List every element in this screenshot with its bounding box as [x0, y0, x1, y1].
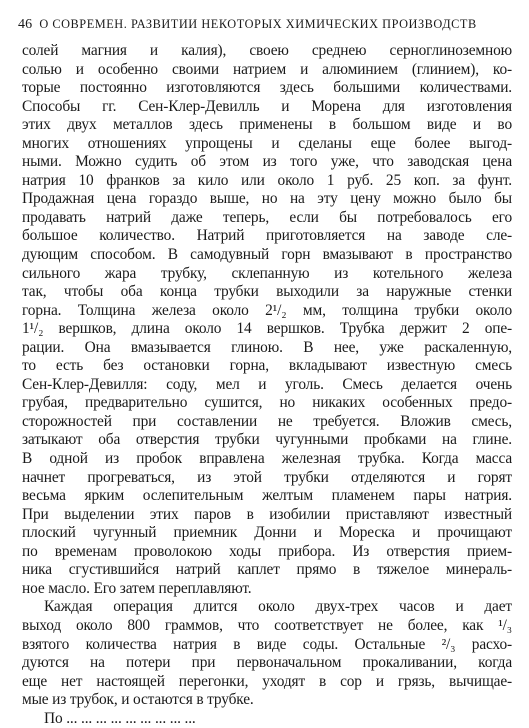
text-line: весьма ярким ослепительным желтым пламенем пары натрия. — [22, 487, 512, 505]
text-line: солью и особенно своими натрием и алюминием (глинием), ко- — [22, 60, 512, 78]
text-line: 1¹/₂ вершков, длина около 14 вершков. Трубка держит 2 опе- — [22, 320, 512, 338]
text-line: Сен-Клер-Девилля: соду, мел и уголь. Смесь делается очень — [22, 375, 512, 393]
text-line: В одной из пробок вправлена железная трубка. Когда масса — [22, 450, 512, 468]
text-line: По ... ... ... ... ... ... ... ... ... — [44, 709, 196, 727]
text-line: выход около 800 граммов, что соответствует не более, как ¹/₃ — [22, 616, 512, 634]
text-line: Продажная цена гораздо выше, но на эту цену можно было бы — [22, 190, 512, 208]
text-line: по временам проволокою ходы прибора. Из отверстия прием- — [22, 542, 512, 560]
text-line: грубая, предварительно сушится, но никаких особенных предо- — [22, 394, 512, 412]
text-line: большое количество. Натрий приготовляется на заводе сле- — [22, 227, 512, 245]
text-line: горна. Толщина железа около 2¹/₂ мм, толщина трубки около — [22, 301, 512, 319]
text-line: натрия 10 франков за кило или около 1 руб. 25 коп. за фунт. — [22, 171, 512, 189]
body-text — [22, 42, 512, 727]
text-line: дуются на потери при первоначальном прокаливании, когда — [22, 654, 512, 672]
text-line: При выделении этих паров в изобилии приставляют известный — [22, 505, 512, 523]
running-title: О СОВРЕМЕН. РАЗВИТИИ НЕКОТОРЫХ ХИМИЧЕСКИХ ПРОИЗВОДСТВ — [39, 17, 477, 31]
text-line: ное масло. Его затем переплавляют. — [22, 579, 252, 597]
text-line: еще нет настоящей перегонки, уходят в сор и грязь, вычищае- — [22, 672, 512, 690]
text-line: ными. Можно судить об этом из того уже, что заводская цена — [22, 153, 512, 171]
text-line: дующим способом. В самодувный горн вмазывают в пространство — [22, 246, 512, 264]
text-line: этих двух металлов здесь применены в большом виде и во — [22, 116, 512, 134]
text-line: ника сгустившийся натрий каплет прямо в тяжелое минераль- — [22, 561, 512, 579]
text-line: то есть без остановки горна, вкладывают известную смесь — [22, 357, 512, 375]
text-line: многих отношениях упрощены и сделаны еще более выгод- — [22, 134, 512, 152]
text-line: мые из трубок, и остаются в трубке. — [22, 691, 254, 709]
text-line: начнет прогреваться, из этой трубки отделяются и горят — [22, 468, 512, 486]
page-header — [18, 14, 518, 34]
text-line: Способы гг. Сен-Клер-Девилль и Морена для изготовления — [22, 97, 512, 115]
text-line: взятого количества натрия в виде соды. Остальные ²/₃ расхо- — [22, 635, 512, 653]
text-line: солей магния и калия), своею среднею серноглиноземною — [22, 42, 512, 59]
text-line: сторожностей при составлении не требуется. Вложив смесь, — [22, 412, 512, 430]
text-line: Каждая операция длится около двух-трех часов и дает — [44, 598, 512, 616]
text-line: плоский чугунный приемник Донни и Мореска и прочищают — [22, 524, 512, 542]
text-line: так, чтобы оба конца трубки выходили за наружные стенки — [22, 283, 512, 301]
text-line: сильного жара трубку, склепанную из котельного железа — [22, 264, 512, 282]
text-line: затыкают оба отверстия трубки чугунными пробками на глине. — [22, 431, 512, 449]
text-line: торые постоянно изготовляются здесь большими количествами. — [22, 79, 512, 97]
text-line: продавать натрий даже теперь, если бы потребовалось его — [22, 208, 512, 226]
page-number: 46 — [18, 17, 33, 32]
text-line: рации. Она вмазывается глиною. В нее, уже раскаленную, — [22, 338, 512, 356]
